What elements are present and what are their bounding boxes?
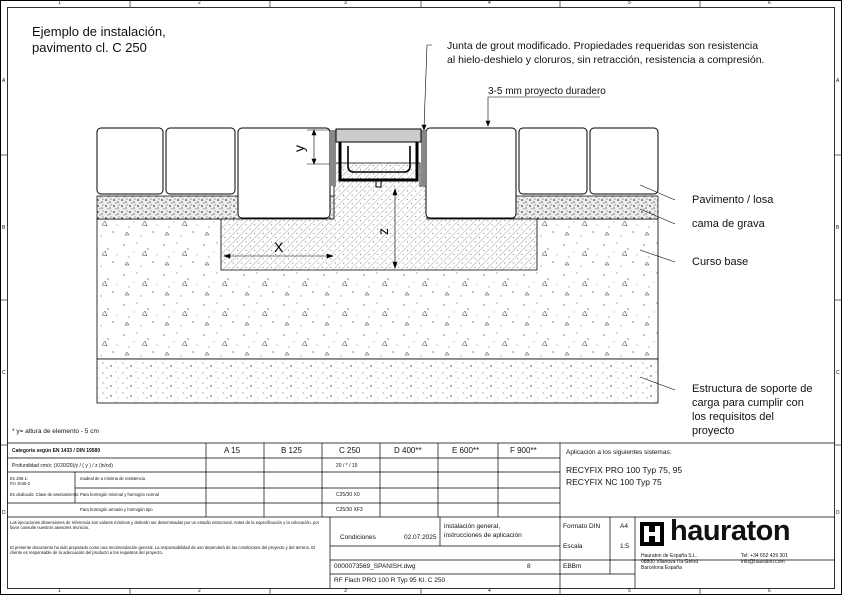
title-line: Ejemplo de instalación, [32,24,166,39]
description: instrucciones de aplicación [444,532,522,539]
label-line: carga para cumplir con [692,397,804,409]
depth-value: 20 / * / 15 [336,463,358,469]
concrete-text: Para hormigón minimal y hormigón normal [80,492,159,497]
dimension-y: y [291,145,307,152]
column-number: 4 [488,588,491,594]
company-email: info@hauraton.com [741,559,785,565]
scale-value: 1:5 [620,543,630,550]
settlement-label: En dedicado: Clase de asentamiento [10,492,79,497]
application-item: RECYFIX NC 100 Typ 75 [566,477,662,487]
class-c250: C 250 [339,446,361,455]
row-letter: D [2,510,6,516]
class-e600: E 600** [452,446,480,455]
column-number: 2 [198,0,201,6]
note-disclaimer: El presente documento ha sido preparado como una recomendación general. La responsabilidad de uso dependerá de las condiciones del proyecto y del terreno. El cliente es responsable de la adecuación del producto a los requisitos del proyecto. [10,545,315,555]
depth-label: Profundidad cm/x: (X/20/20)/y / ( y ) / z (in/cd) [12,463,113,469]
label-line: proyecto [692,425,735,437]
logo-mark-icon [640,522,664,546]
column-number: 6 [768,0,771,6]
label-base: Curso base [692,256,749,268]
category-header: Categoría según EN 1433 / DIN 19580 [12,448,101,454]
drawing-number-title: RF Flach PRO 100 R Typ 95 Kl. C 250 [334,577,446,584]
company-name: hauraton [670,515,791,547]
row-letter: D [836,510,840,516]
company-address: Hauraton de España S.L. [641,553,698,559]
drawn-by: EBBm [563,563,582,570]
column-number: 5 [628,0,631,6]
column-number: 3 [344,0,347,6]
column-number: 6 [768,588,771,594]
strength-text: madeal de a mínima de resistencia [80,476,145,481]
reinforced-value: C25/30 XF3 [336,507,363,513]
row-letter: A [2,78,6,84]
revision: 8 [527,563,531,570]
standard-label: Fin 1045-2 [10,481,31,486]
date: 02.07.2025 [404,534,437,541]
class-a15: A 15 [224,446,241,455]
label-paving: Pavimento / losa [692,194,774,206]
column-number: 3 [344,588,347,594]
title-line: pavimento cl. C 250 [32,40,147,55]
column-number: 1 [58,588,61,594]
label-gravel: cama de grava [692,218,765,230]
dimension-z: z [375,228,391,235]
callout-gap: 3-5 mm proyecto duradero [488,86,606,97]
format-label: Formato DIN [563,523,601,530]
row-letter: C [2,370,6,376]
footnote: * y= altura de elemento - 5 cm [12,428,99,435]
application-item: RECYFIX PRO 100 Typ 75, 95 [566,465,683,475]
hauraton-logo [640,515,830,551]
concrete-value: C25/30 X0 [336,492,360,498]
column-number: 4 [488,0,491,6]
reinforced-text: Para hormigón armado y hormigón tipo [80,507,153,512]
dimension-x: X [274,239,284,255]
column-number: 2 [198,588,201,594]
scale-label: Escala [563,543,583,550]
row-letter: C [836,370,840,376]
company-address: Barcelona España [641,565,682,571]
format-value: A4 [620,523,628,530]
label-line: los requisitos del [692,411,774,423]
row-letter: B [836,225,840,231]
description: instalación general, [444,523,501,530]
class-b125: B 125 [281,446,302,455]
note-dimensions: Las ejecuciones dimensiones de referencia son valores mínimos y deberán ser determinadas por un estudio estructural. Antes de la especificación y la colocación, por favor consulte nuestros asesores técnicos. [10,520,320,530]
column-number: 1 [58,0,61,6]
row-letter: A [836,78,840,84]
applications-title: Aplicación a los siguientes sistemas: [566,449,672,456]
callout-line: Junta de grout modificado. Propiedades requeridas son resistencia [447,40,759,52]
callout-line: al hielo-deshielo y cloruros, sin retracción, resistencia a compresión. [447,54,765,66]
company-phone: Tel: +34 652 429 301 [741,553,788,559]
company-address: 08800 Vilanova i la Geltrú [641,559,699,565]
row-letter: B [2,225,6,231]
label-line: Estructura de soporte de [692,383,813,395]
class-d400: D 400** [394,446,422,455]
standard-label: En 206-1: [10,476,29,481]
class-f900: F 900** [510,446,537,455]
column-number: 5 [628,588,631,594]
file-name: 0000073569_SPANISH.dwg [334,563,416,570]
conditions-label: Condiciones [340,534,376,541]
